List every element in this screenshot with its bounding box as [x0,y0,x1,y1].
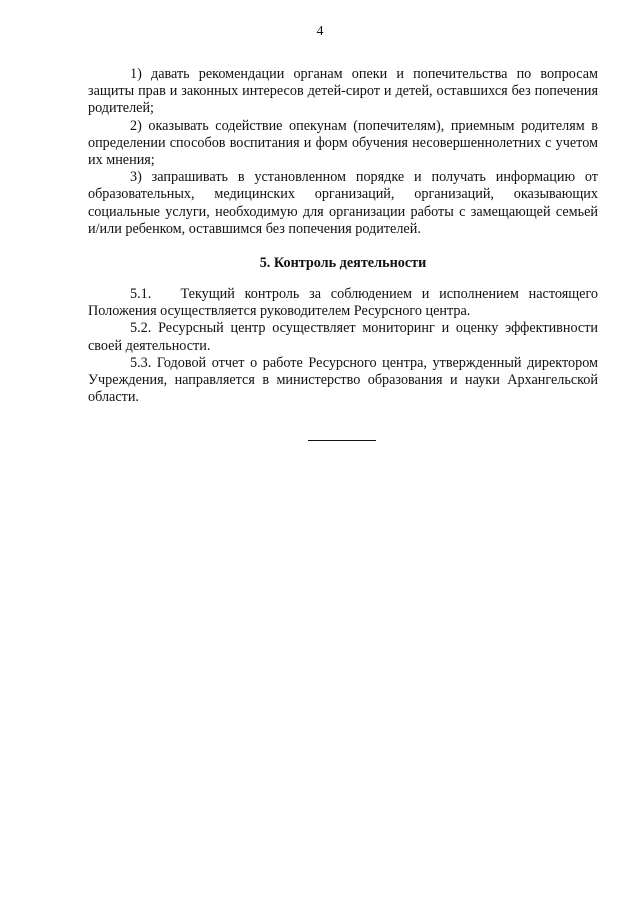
document-body [88,66,598,406]
end-divider [308,440,376,441]
clause [88,355,598,407]
clause [88,286,598,320]
list-item [88,66,598,118]
list-item-text: оказывать содействие опекунам (попечителям), приемным родителям в определении способов воспитания и форм обучения несовершеннолетних с учетом их мнения; [88,117,599,169]
list-item-number: 2) [130,117,142,134]
list-item [88,118,598,170]
list-item-text: давать рекомендации органам опеки и попечительства по вопросам защиты прав и законных интересов детей-сирот и детей, оставшихся без попечения родителей; [88,66,598,117]
list-item-text: запрашивать в установленном порядке и получать информацию от образовательных, медицинских организаций, организаций, оказывающих социальные услуги, необходимую для организации работы с замещающей семьей и/или ребенком, оставшимся без попечения родителей. [88,169,598,237]
clause-number: 5.1. [130,286,152,303]
clause-text: Ресурсный центр осуществляет мониторинг и оценку эффективности своей деятельности. [88,320,598,354]
list-item-number: 1) [130,66,142,82]
clause-number: 5.3. [130,354,152,371]
list-item [88,169,598,238]
clause-number: 5.2. [130,320,152,337]
clause [88,320,598,354]
clause-text: Годовой отчет о работе Ресурсного центра, утвержденный директором Учреждения, направляется в министерство образования и науки Архангельской области. [88,354,598,406]
page-number: 4 [316,24,324,39]
section-title: 5. Контроль деятельности [259,255,427,272]
clause-text: Текущий контроль за соблюдением и исполнением настоящего Положения осуществляется руководителем Ресурсного центра. [88,286,598,320]
list-item-number: 3) [130,169,142,186]
